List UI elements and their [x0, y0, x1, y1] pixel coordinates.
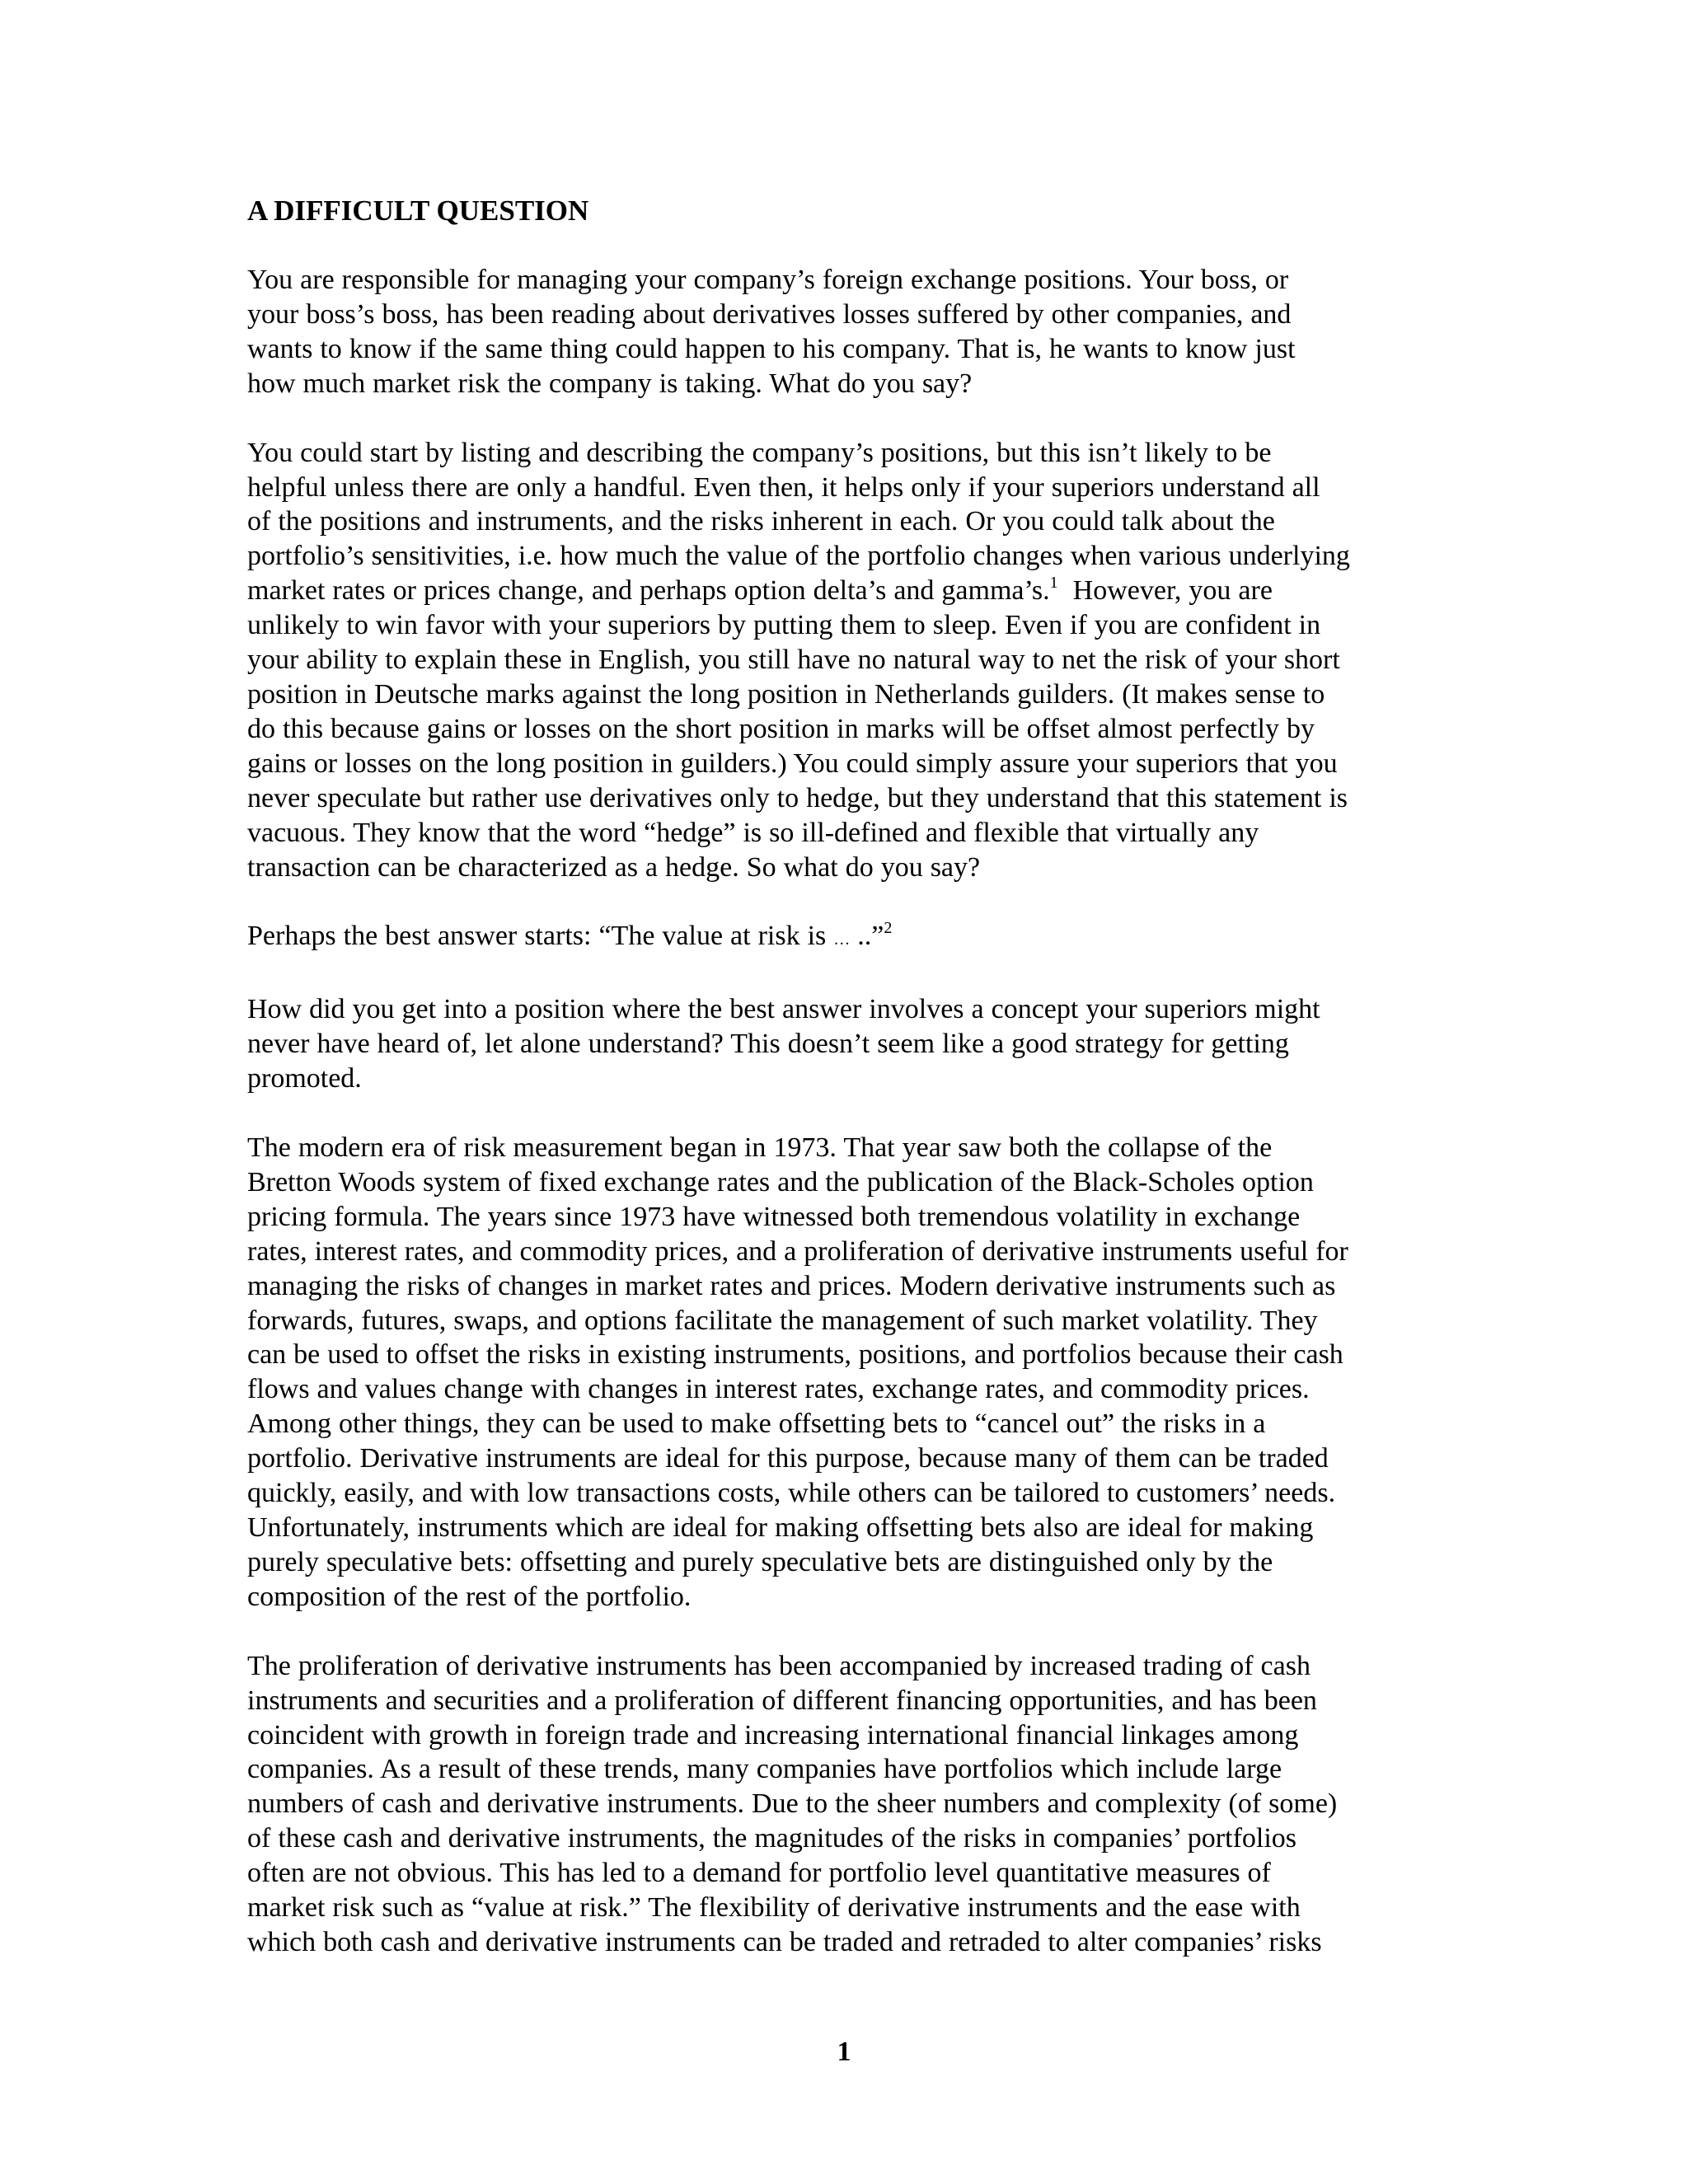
- text-line: instruments and securities and a proliferation of different financing opportunities, and has been: [247, 1685, 1317, 1716]
- text-line: numbers of cash and derivative instruments. Due to the sheer numbers and complexity (of some): [247, 1788, 1338, 1820]
- text-line: pricing formula. The years since 1973 have witnessed both tremendous volatility in exchange: [247, 1201, 1301, 1232]
- text-segment: ..”: [850, 921, 884, 952]
- text-line: portfolio’s sensitivities, i.e. how much the value of the portfolio changes when various underlying: [247, 541, 1350, 572]
- text-line: transaction can be characterized as a hedge. So what do you say?: [247, 851, 981, 883]
- text-line: your boss’s boss, has been reading about derivatives losses suffered by other companies, and: [247, 298, 1292, 330]
- text-line: market risk such as “value at risk.” The flexibility of derivative instruments and the ease with: [247, 1892, 1301, 1924]
- text-line: The proliferation of derivative instruments has been accompanied by increased trading of cash: [247, 1650, 1311, 1681]
- paragraph-3: [247, 919, 1442, 958]
- text-line: promoted.: [247, 1063, 362, 1094]
- text-line: your ability to explain these in English, you still have no natural way to net the risk of your short: [247, 644, 1340, 676]
- text-line: portfolio. Derivative instruments are ideal for this purpose, because many of them can be traded: [247, 1443, 1329, 1474]
- text-line: never speculate but rather use derivatives only to hedge, but they understand that this statement is: [247, 782, 1348, 813]
- paragraph-2: [247, 436, 1442, 885]
- paragraph-4: [247, 992, 1442, 1096]
- text-line: quickly, easily, and with low transactions costs, while others can be tailored to customers’ needs.: [247, 1478, 1336, 1509]
- ellipsis: …: [833, 930, 851, 949]
- text-line: How did you get into a position where the best answer involves a concept your superiors might: [247, 994, 1320, 1025]
- paragraph-5: [247, 1131, 1442, 1615]
- text-line: rates, interest rates, and commodity prices, and a proliferation of derivative instruments useful for: [247, 1235, 1348, 1267]
- text-line: of the positions and instruments, and the risks inherent in each. Or you could talk about the: [247, 506, 1275, 537]
- text-line: which both cash and derivative instruments can be traded and retraded to alter companies’ risks: [247, 1926, 1322, 1957]
- text-line: You could start by listing and describing the company’s positions, but this isn’t likely to be: [247, 437, 1272, 468]
- text-line: of these cash and derivative instruments, the magnitudes of the risks in companies’ portfolios: [247, 1823, 1297, 1854]
- text-line: gains or losses on the long position in guilders.) You could simply assure your superiors that you: [247, 748, 1338, 779]
- text-segment: Perhaps the best answer starts: “The value at risk is: [247, 921, 834, 952]
- text-line: helpful unless there are only a handful. Even then, it helps only if your superiors understand all: [247, 471, 1320, 503]
- paragraph-6: [247, 1649, 1442, 1960]
- text-line: Among other things, they can be used to make offsetting bets to “cancel out” the risks in a: [247, 1408, 1266, 1440]
- paragraph-1: [247, 263, 1442, 401]
- text-segment: However, you are: [1057, 575, 1273, 607]
- page-number: 1: [837, 2036, 851, 2067]
- text-line: coincident with growth in foreign trade and increasing international financial linkages among: [247, 1719, 1299, 1750]
- text-line: flows and values change with changes in interest rates, exchange rates, and commodity prices.: [247, 1374, 1310, 1405]
- text-segment: market rates or prices change, and perhaps option delta’s and gamma’s.: [247, 575, 1050, 607]
- text-line: Bretton Woods system of fixed exchange rates and the publication of the Black-Scholes option: [247, 1166, 1314, 1197]
- text-line: composition of the rest of the portfolio.: [247, 1581, 692, 1612]
- text-line: do this because gains or losses on the short position in marks will be offset almost perfectly by: [247, 713, 1315, 744]
- text-line: The modern era of risk measurement began in 1973. That year saw both the collapse of the: [247, 1132, 1273, 1164]
- text-line: Unfortunately, instruments which are ideal for making offsetting bets also are ideal for making: [247, 1512, 1314, 1543]
- page-content: [247, 194, 1442, 1994]
- text-line-with-footnote: [247, 574, 1442, 608]
- text-line: position in Deutsche marks against the long position in Netherlands guilders. (It makes sense to: [247, 678, 1325, 710]
- text-line: often are not obvious. This has led to a demand for portfolio level quantitative measures of: [247, 1858, 1271, 1889]
- text-line: never have heard of, let alone understand? This doesn’t seem like a good strategy for getting: [247, 1029, 1289, 1060]
- text-line: companies. As a result of these trends, many companies have portfolios which include large: [247, 1754, 1282, 1785]
- text-line: how much market risk the company is taking. What do you say?: [247, 368, 973, 399]
- text-line: unlikely to win favor with your superiors by putting them to sleep. Even if you are confident in: [247, 610, 1321, 641]
- text-line: forwards, futures, swaps, and options facilitate the management of such market volatility. They: [247, 1305, 1318, 1336]
- page-title: A DIFFICULT QUESTION: [247, 194, 589, 227]
- text-line: vacuous. They know that the word “hedge” is so ill-defined and flexible that virtually any: [247, 817, 1259, 848]
- footnote-ref-2[interactable]: 2: [884, 919, 893, 938]
- text-line: managing the risks of changes in market rates and prices. Modern derivative instruments such as: [247, 1270, 1336, 1301]
- text-line: can be used to offset the risks in existing instruments, positions, and portfolios because their cash: [247, 1339, 1343, 1371]
- text-line: You are responsible for managing your company’s foreign exchange positions. Your boss, or: [247, 265, 1289, 295]
- footnote-ref-1[interactable]: 1: [1049, 574, 1058, 593]
- text-line: wants to know if the same thing could happen to his company. That is, he wants to know just: [247, 333, 1296, 364]
- text-line-with-footnote: [247, 919, 1442, 958]
- text-line: purely speculative bets: offsetting and purely speculative bets are distinguished only by the: [247, 1546, 1273, 1577]
